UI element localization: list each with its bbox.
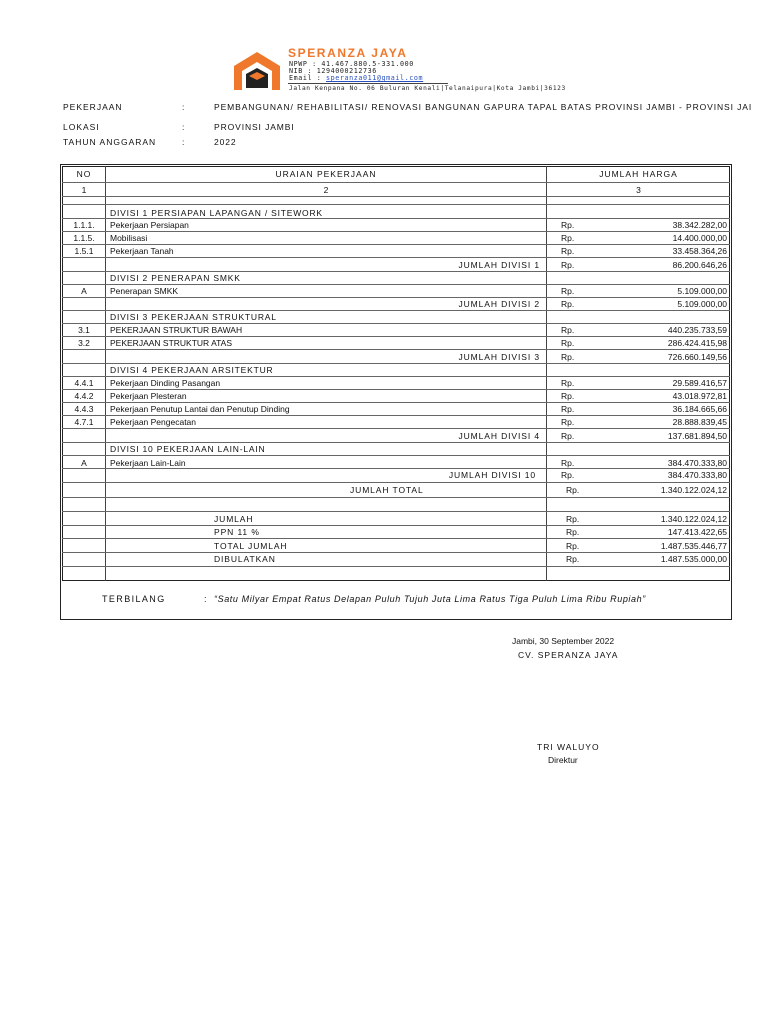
table-row-desc: Pekerjaan Tanah bbox=[110, 246, 174, 256]
table-row-amount: 36.184.665,66 bbox=[672, 404, 727, 414]
col-divider-uraian bbox=[546, 166, 547, 581]
company-name: SPERANZA JAYA bbox=[288, 46, 408, 60]
table-row-no: 3.1 bbox=[78, 325, 90, 335]
address-text: Jalan Kenpana No. 06 Buluran Kenali|Telanaipura|Kota Jambi|36123 bbox=[289, 85, 566, 92]
table-row-no: 1.5.1 bbox=[74, 246, 94, 256]
divisi-1-total-label: JUMLAH DIVISI 1 bbox=[458, 260, 540, 270]
currency-label: Rp. bbox=[561, 299, 575, 309]
table-row-desc: Mobilisasi bbox=[110, 233, 148, 243]
divisi-3-total: 726.660.149,56 bbox=[667, 352, 727, 362]
signature-date: Jambi, 30 September 2022 bbox=[512, 636, 615, 646]
table-row-amount: 43.018.972,81 bbox=[672, 391, 727, 401]
currency-label: Rp. bbox=[561, 246, 575, 256]
currency-label: Rp. bbox=[561, 220, 575, 230]
divisi-2-total-label: JUMLAH DIVISI 2 bbox=[458, 299, 540, 309]
row-line bbox=[62, 482, 730, 483]
pekerjaan-value: PEMBANGUNAN/ REHABILITASI/ RENOVASI BANGUNAN GAPURA TAPAL BATAS PROVINSI JAMBI - PROVINSI JAI bbox=[214, 102, 753, 112]
table-row-no: 1.1.5. bbox=[73, 233, 95, 243]
table-row-amount: 28.888.839,45 bbox=[672, 417, 727, 427]
signatory-name: TRI WALUYO bbox=[537, 742, 600, 752]
divisi-4-total-label: JUMLAH DIVISI 4 bbox=[458, 431, 540, 441]
tahun-anggaran-label: TAHUN ANGGARAN bbox=[63, 137, 157, 147]
jumlah-total-label: JUMLAH TOTAL bbox=[350, 485, 424, 495]
table-row-amount: 33.458.364,26 bbox=[672, 246, 727, 256]
summary-jumlah-value: 1.340.122.024,12 bbox=[660, 514, 727, 524]
table-row-desc: Pekerjaan Pengecatan bbox=[110, 417, 197, 427]
currency-label: Rp. bbox=[561, 378, 575, 388]
company-logo-icon bbox=[232, 50, 282, 92]
row-line bbox=[62, 455, 730, 456]
divisi-2-title: DIVISI 2 PENERAPAN SMKK bbox=[110, 273, 241, 283]
summary-dibulatkan-label: DIBULATKAN bbox=[214, 554, 276, 564]
currency-label: Rp. bbox=[566, 485, 580, 495]
row-line bbox=[62, 511, 730, 512]
currency-label: Rp. bbox=[561, 352, 575, 362]
tahun-anggaran-value: 2022 bbox=[214, 137, 237, 147]
terbilang-colon: : bbox=[204, 594, 207, 604]
table-row-amount: 14.400.000,00 bbox=[672, 233, 727, 243]
summary-jumlah-label: JUMLAH bbox=[214, 514, 254, 524]
row-line bbox=[62, 497, 730, 498]
divisi-3-title: DIVISI 3 PEKERJAAN STRUKTURAL bbox=[110, 312, 277, 322]
currency-label: Rp. bbox=[561, 325, 575, 335]
nib-text: NIB : 1294000212736 bbox=[289, 67, 377, 75]
table-row-amount: 440.235.733,59 bbox=[667, 325, 727, 335]
email-link[interactable]: speranza011@gmail.com bbox=[326, 74, 424, 82]
table-row-desc: Pekerjaan Penutup Lantai dan Penutup Dinding bbox=[110, 404, 290, 414]
currency-label: Rp. bbox=[561, 458, 575, 468]
email-row bbox=[289, 74, 423, 82]
table-row-amount: 38.342.282,00 bbox=[672, 220, 727, 230]
divisi-10-total: 384.470.333,80 bbox=[667, 470, 727, 480]
pekerjaan-colon: : bbox=[182, 102, 185, 112]
signatory-title: Direktur bbox=[548, 755, 578, 765]
table-row-no: 3.2 bbox=[78, 338, 90, 348]
header-uraian: URAIAN PEKERJAAN bbox=[275, 169, 377, 179]
divisi-1-title: DIVISI 1 PERSIAPAN LAPANGAN / SITEWORK bbox=[110, 208, 323, 218]
letterhead-divider bbox=[288, 83, 448, 84]
currency-label: Rp. bbox=[561, 404, 575, 414]
summary-total-jumlah-label: TOTAL JUMLAH bbox=[214, 541, 288, 551]
row-line bbox=[62, 566, 730, 567]
table-row-desc: Pekerjaan Dinding Pasangan bbox=[110, 378, 221, 388]
table-row-desc: Pekerjaan Plesteran bbox=[110, 391, 187, 401]
row-line bbox=[62, 538, 730, 539]
currency-label: Rp. bbox=[566, 527, 580, 537]
lokasi-value: PROVINSI JAMBI bbox=[214, 122, 295, 132]
signature-company: CV. SPERANZA JAYA bbox=[518, 650, 619, 660]
header-no: NO bbox=[76, 169, 92, 179]
lokasi-colon: : bbox=[182, 122, 185, 132]
header-jumlah-harga: JUMLAH HARGA bbox=[599, 169, 678, 179]
table-row-no: 4.7.1 bbox=[74, 417, 94, 427]
currency-label: Rp. bbox=[561, 431, 575, 441]
summary-ppn-value: 147.413.422,65 bbox=[667, 527, 727, 537]
divisi-2-total: 5.109.000,00 bbox=[677, 299, 727, 309]
currency-label: Rp. bbox=[561, 233, 575, 243]
table-row-amount: 29.589.416,57 bbox=[672, 378, 727, 388]
divisi-10-total-label: JUMLAH DIVISI 10 bbox=[448, 470, 536, 480]
currency-label: Rp. bbox=[561, 470, 575, 480]
table-row-amount: 384.470.333,80 bbox=[667, 458, 727, 468]
table-row-amount: 286.424.415,98 bbox=[667, 338, 727, 348]
summary-ppn-label: PPN 11 % bbox=[214, 527, 260, 537]
colnum-uraian: 2 bbox=[323, 185, 329, 195]
currency-label: Rp. bbox=[566, 514, 580, 524]
currency-label: Rp. bbox=[561, 260, 575, 270]
table-row-no: 4.4.1 bbox=[74, 378, 94, 388]
table-row-desc: Penerapan SMKK bbox=[110, 286, 179, 296]
summary-total-jumlah-value: 1.487.535.446,77 bbox=[660, 541, 727, 551]
divisi-4-title: DIVISI 4 PEKERJAAN ARSITEKTUR bbox=[110, 365, 274, 375]
row-line bbox=[62, 349, 730, 350]
terbilang-label: TERBILANG bbox=[102, 594, 166, 604]
currency-label: Rp. bbox=[561, 417, 575, 427]
table-row-desc: Pekerjaan Persiapan bbox=[110, 220, 189, 230]
npwp-text: NPWP : 41.467.880.5-331.000 bbox=[289, 60, 414, 68]
colnum-no: 1 bbox=[81, 185, 87, 195]
currency-label: Rp. bbox=[561, 391, 575, 401]
currency-label: Rp. bbox=[561, 286, 575, 296]
table-row-desc: Pekerjaan Lain-Lain bbox=[110, 458, 186, 468]
pekerjaan-label: PEKERJAAN bbox=[63, 102, 123, 112]
table-row-desc: PEKERJAAN STRUKTUR ATAS bbox=[110, 338, 233, 348]
lokasi-label: LOKASI bbox=[63, 122, 100, 132]
row-line bbox=[62, 428, 730, 429]
currency-label: Rp. bbox=[566, 541, 580, 551]
row-line bbox=[62, 182, 730, 183]
divisi-3-total-label: JUMLAH DIVISI 3 bbox=[458, 352, 540, 362]
table-row-no: 4.4.3 bbox=[74, 404, 94, 414]
row-line bbox=[62, 257, 730, 258]
table-row-no: A bbox=[81, 286, 87, 296]
summary-dibulatkan-value: 1.487.535.000,00 bbox=[660, 554, 727, 564]
row-line bbox=[62, 204, 730, 205]
colnum-jumlah: 3 bbox=[636, 185, 641, 195]
table-row-no: 4.4.2 bbox=[74, 391, 94, 401]
table-row-desc: PEKERJAAN STRUKTUR BAWAH bbox=[110, 325, 243, 335]
divisi-4-total: 137.681.894,50 bbox=[667, 431, 727, 441]
terbilang-value: “Satu Milyar Empat Ratus Delapan Puluh Tujuh Juta Lima Ratus Tiga Puluh Lima Ribu Rupiah” bbox=[214, 594, 646, 604]
divisi-1-total: 86.200.646,26 bbox=[672, 260, 727, 270]
email-label: Email : bbox=[289, 74, 322, 82]
currency-label: Rp. bbox=[566, 554, 580, 564]
currency-label: Rp. bbox=[561, 338, 575, 348]
table-row-no: 1.1.1. bbox=[73, 220, 95, 230]
tahun-colon: : bbox=[182, 137, 185, 147]
divisi-10-title: DIVISI 10 PEKERJAAN LAIN-LAIN bbox=[110, 444, 266, 454]
table-row-amount: 5.109.000,00 bbox=[677, 286, 727, 296]
jumlah-total-value: 1.340.122.024,12 bbox=[660, 485, 727, 495]
table-row-no: A bbox=[81, 458, 87, 468]
row-line bbox=[62, 196, 730, 197]
